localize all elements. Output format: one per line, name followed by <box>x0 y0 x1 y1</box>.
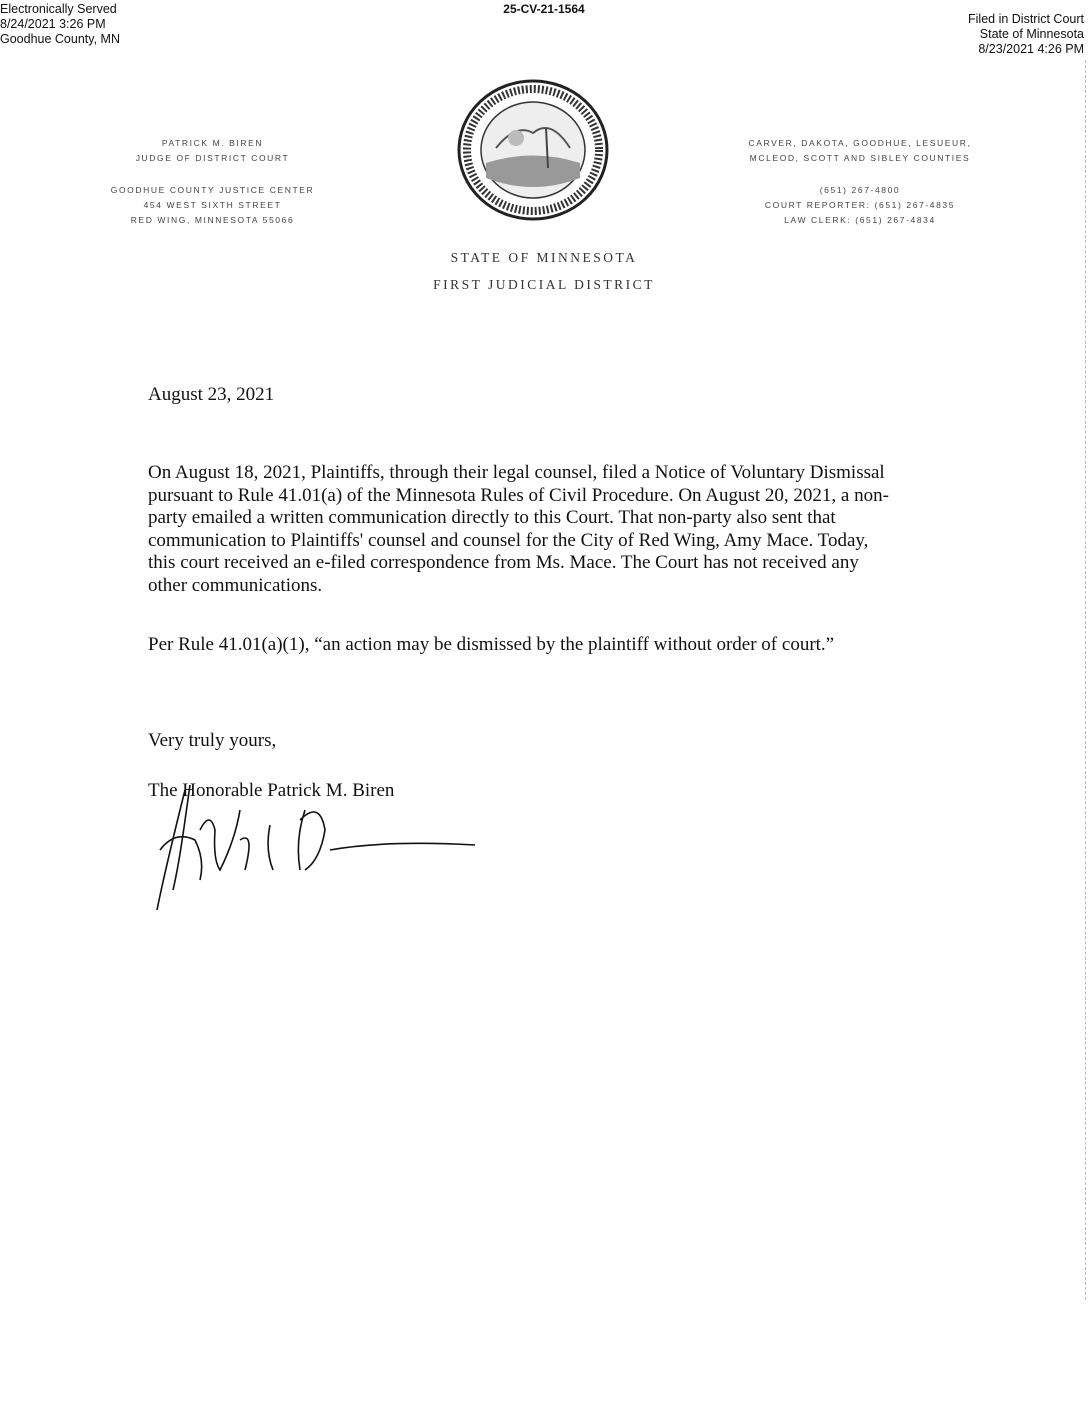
case-number: 25-CV-21-1564 <box>503 2 585 16</box>
letter-paragraph-2: Per Rule 41.01(a)(1), “an action may be dismissed by the plaintiff without order of court.” <box>148 634 835 655</box>
counties-line: MCLEOD, SCOTT AND SIBLEY COUNTIES <box>749 153 971 163</box>
letter-paragraph-1: On August 18, 2021, Plaintiffs, through their legal counsel, filed a Notice of Voluntary Dismissal pursuant to Rule 41.01(a) of the Minnesota Rules of Civil Procedure. On August 20, 2021, a non-party emailed a written communication directly to this Court. That non-party also sent that communication to Plaintiffs' counsel and counsel for the City of Red Wing, Amy Mace. Today, this court received an e-filed correspondence from Ms. Mace. The Court has not received any other communications. <box>148 462 889 596</box>
state-seal-icon <box>456 78 610 222</box>
judge-name: PATRICK M. BIREN <box>161 138 264 148</box>
letterhead-right <box>715 136 1005 228</box>
served-county: Goodhue County, MN <box>0 32 120 46</box>
letter-date: August 23, 2021 <box>148 384 275 405</box>
phone-line: COURT REPORTER: (651) 267-4835 <box>764 200 956 210</box>
letterhead-left <box>85 136 340 228</box>
address-line: 454 WEST SIXTH STREET <box>143 200 282 210</box>
phone-line: LAW CLERK: (651) 267-4834 <box>784 215 936 225</box>
district-name: FIRST JUDICIAL DISTRICT <box>433 277 655 292</box>
counties-line: CARVER, DAKOTA, GOODHUE, LESUEUR, <box>748 138 972 148</box>
address-line: RED WING, MINNESOTA 55066 <box>130 215 295 225</box>
scan-edge <box>1082 60 1086 1300</box>
judge-title: JUDGE OF DISTRICT COURT <box>135 153 290 163</box>
court-heading <box>0 244 1088 298</box>
signer-name: The Honorable Patrick M. Biren <box>148 780 395 801</box>
state-name: STATE OF MINNESOTA <box>450 250 638 265</box>
address-line: GOODHUE COUNTY JUSTICE CENTER <box>110 185 315 195</box>
filed-date: 8/23/2021 4:26 PM <box>978 42 1084 56</box>
filed-state: State of Minnesota <box>979 27 1084 41</box>
letter-closing: Very truly yours, <box>148 730 277 751</box>
handwritten-signature <box>145 770 495 920</box>
phone-line: (651) 267-4800 <box>819 185 901 195</box>
served-date: 8/24/2021 3:26 PM <box>0 17 106 31</box>
filed-label: Filed in District Court <box>968 12 1084 26</box>
filed-stamp <box>968 12 1084 57</box>
served-label: Electronically Served <box>0 2 117 16</box>
